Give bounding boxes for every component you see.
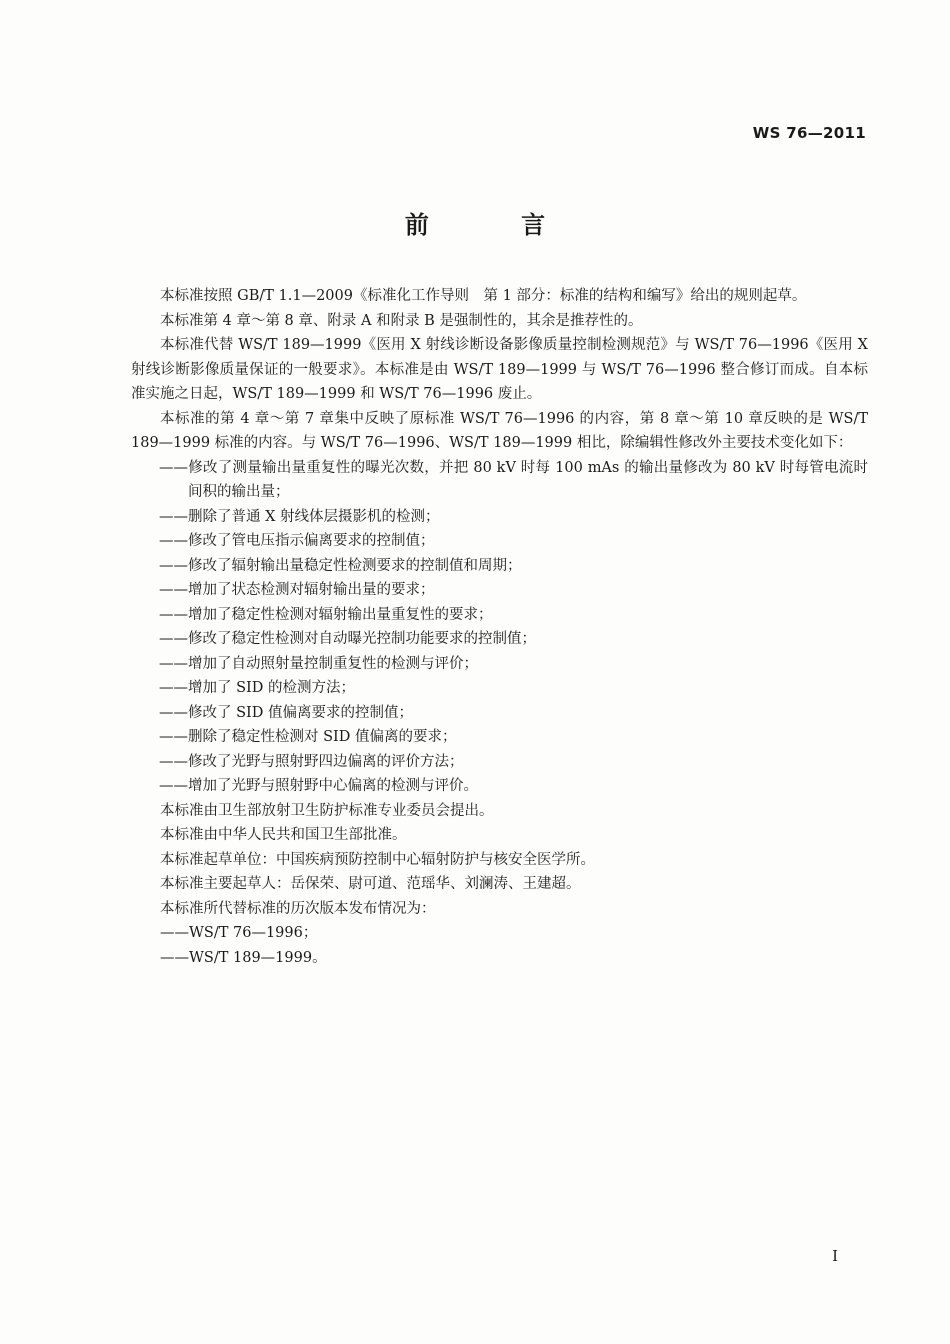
list-item: ——增加了自动照射量控制重复性的检测与评价； [159, 655, 478, 672]
list-item: ——修改了管电压指示偏离要求的控制值； [159, 533, 435, 549]
paragraph-drafters: 本标准主要起草人：岳保荣、尉可道、范瑶华、刘澜涛、王建超。 [160, 876, 581, 892]
paragraph-history: 本标准所代替标准的历次版本发布情况为： [160, 900, 436, 917]
paragraph-proposer: 本标准由卫生部放射卫生防护标准专业委员会提出。 [160, 802, 494, 819]
list-item: ——修改了光野与照射野四边偏离的评价方法； [159, 753, 464, 770]
list-item: ——修改了辐射输出量稳定性检测要求的控制值和周期； [159, 557, 522, 574]
foreword-body [131, 284, 868, 970]
history-item: ——WS/T 76—1996； [160, 925, 318, 941]
list-item: ——删除了稳定性检测对 SID 值偏离的要求； [159, 729, 457, 745]
page-title: 前 言 [404, 211, 588, 239]
list-item: ——修改了测量输出量重复性的曝光次数，并把 80 kV 时每 100 mAs 的输出量修改为 80 kV 时每管电流时间积的输出量； [159, 459, 868, 500]
list-item: ——增加了 SID 的检测方法； [159, 680, 356, 696]
list-item: ——增加了状态检测对辐射输出量的要求； [159, 582, 435, 598]
page-number: I [832, 1247, 838, 1265]
paragraph-approver: 本标准由中华人民共和国卫生部批准。 [160, 827, 407, 843]
document-code: WS 76—2011 [752, 124, 866, 142]
list-item: ——删除了普通 X 射线体层摄影机的检测； [159, 508, 440, 525]
paragraph-replacement: 本标准代替 WS/T 189—1999《医用 X 射线诊断设备影像质量控制检测规范》与 WS/T 76—1996《医用 X 射线诊断影像质量保证的一般要求》。本标准是由 WS/T 189—1999 与 WS/T 76—1996 整合修订而成。自本标准实施之日起，WS/T 189—1999 和 WS/T 76—1996 废止。 [131, 337, 868, 402]
history-item: ——WS/T 189—1999。 [160, 949, 327, 966]
list-item: ——修改了稳定性检测对自动曝光控制功能要求的控制值； [159, 631, 536, 647]
list-item: ——增加了光野与照射野中心偏离的检测与评价。 [159, 778, 478, 794]
list-item: ——修改了 SID 值偏离要求的控制值； [159, 704, 414, 721]
paragraph-drafting-unit: 本标准起草单位：中国疾病预防控制中心辐射防护与核安全医学所。 [160, 851, 595, 868]
paragraph-technical-changes: 本标准的第 4 章～第 7 章集中反映了原标准 WS/T 76—1996 的内容，第 8 章～第 10 章反映的是 WS/T 189—1999 标准的内容。与 WS/T 76—1996、WS/T 189—1999 相比，除编辑性修改外主要技术变化如下： [131, 410, 868, 451]
list-item: ——增加了稳定性检测对辐射输出量重复性的要求； [159, 606, 493, 623]
paragraph-drafting-rules: 本标准按照 GB/T 1.1—2009《标准化工作导则 第 1 部分：标准的结构和编写》给出的规则起草。 [160, 288, 807, 304]
paragraph-mandatory-chapters: 本标准第 4 章～第 8 章、附录 A 和附录 B 是强制性的，其余是推荐性的。 [160, 312, 643, 329]
